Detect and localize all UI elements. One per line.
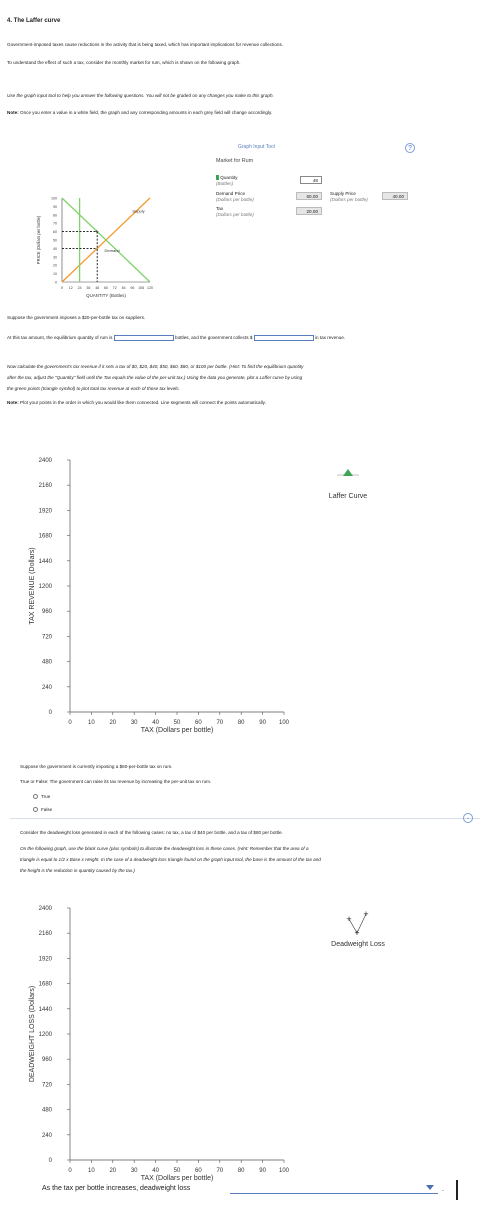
- supply-label: Supply: [132, 208, 145, 214]
- y-axis-label: PRICE (Dollars per bottle): [36, 215, 41, 265]
- section-divider: [10, 818, 480, 819]
- y-tick-label: 1680: [38, 533, 52, 540]
- y-tick-label: 30: [53, 255, 57, 260]
- y-axis-label: DEADWEIGHT LOSS (Dollars): [29, 985, 36, 1083]
- y-tick-label: 2160: [38, 483, 52, 490]
- q3-suppose: Suppose the government is currently imposing a $60-per-bottle tax on rum.: [20, 764, 173, 769]
- y-tick-label: 240: [41, 684, 52, 691]
- x-tick-label: 40: [152, 1168, 159, 1174]
- y-tick-label: 960: [41, 1057, 52, 1064]
- y-axis-label: TAX REVENUE (Dollars): [29, 547, 36, 625]
- tool-header: Graph Input Tool: [238, 144, 275, 150]
- demand-label: Demand: [104, 247, 120, 253]
- x-tick-label: 100: [278, 1168, 290, 1174]
- y-tick-label: 0: [48, 710, 52, 716]
- x-tick-label: 84: [121, 286, 126, 290]
- help-button[interactable]: ?: [405, 143, 415, 153]
- collapse-chevron-icon[interactable]: ⌄: [463, 813, 473, 823]
- option-true[interactable]: [33, 794, 50, 800]
- x-tick-label: 20: [109, 1168, 117, 1174]
- tax-label: Tax: [216, 206, 224, 211]
- radio-true[interactable]: [33, 794, 38, 799]
- y-tick-label: 10: [53, 272, 57, 277]
- option-true-label: True: [41, 794, 51, 799]
- x-tick-label: 0: [68, 720, 72, 726]
- y-tick-label: 240: [41, 1132, 52, 1139]
- x-tick-label: 60: [104, 286, 108, 290]
- tax-field: 20.00: [296, 207, 322, 215]
- x-tick-label: 0: [68, 1168, 72, 1174]
- q2-line-3: the green points (triangle symbol) to plot total tax revenue at each of those tax levels.: [7, 386, 180, 391]
- q4-line-3: the height is the reduction in quantity caused by the tax.): [20, 868, 135, 873]
- x-tick-label: 90: [259, 720, 266, 726]
- y-tick-label: 80: [53, 213, 57, 218]
- green-triangle-icon: [343, 469, 353, 476]
- x-tick-label: 70: [216, 1168, 224, 1174]
- quantity-field[interactable]: 48: [300, 176, 322, 184]
- dropdown-arrow-icon: [426, 1185, 434, 1190]
- q2-line-1: Now calculate the government's tax revenue if it sets a tax of $0, $20, $40, $50, $60, $80, or $100 per bottle. (Hint: To find the equilibrium quantity: [7, 364, 304, 369]
- x-axis-label: TAX (Dollars per bottle): [140, 1175, 214, 1182]
- quantity-label: Quantity: [220, 175, 238, 180]
- final-period: .: [442, 1186, 444, 1193]
- demand-price-label-wrap: [216, 191, 254, 203]
- scrollbar-handle[interactable]: [456, 1180, 458, 1200]
- x-tick-label: 0: [61, 286, 63, 290]
- note-label: Note:: [7, 110, 19, 115]
- q4-line-1: On the following graph, use the black curve (plus symbols) to illustrate the deadweight loss in these cases. (Hint: Remember that the area of a: [20, 846, 309, 851]
- x-tick-label: 100: [278, 720, 290, 726]
- y-tick-label: 1920: [38, 508, 52, 515]
- tax-label-wrap: [216, 206, 254, 218]
- y-tick-label: 40: [53, 246, 57, 251]
- q1-sentence: [7, 335, 477, 341]
- x-axis-label: QUANTITY (Bottles): [86, 293, 126, 298]
- supply-price-label-wrap: [330, 191, 368, 203]
- deadweight-loss-legend-label: Deadweight Loss: [331, 941, 385, 948]
- radio-false[interactable]: [33, 807, 38, 812]
- x-tick-label: 20: [109, 720, 117, 726]
- quantity-unit: (Bottles): [216, 181, 234, 186]
- x-tick-label: 24: [77, 286, 82, 290]
- x-tick-label: 80: [237, 720, 245, 726]
- x-tick-label: 90: [259, 1168, 266, 1174]
- y-tick-label: 1440: [38, 1006, 52, 1013]
- supply-price-unit: (Dollars per bottle): [330, 197, 368, 202]
- q1-part-a: At this tax amount, the equilibrium quantity of rum is: [7, 335, 113, 341]
- supply-price-label: Supply Price: [330, 191, 356, 196]
- laffer-curve-legend-label: Laffer Curve: [328, 493, 368, 500]
- intro-line-1: Government-imposed taxes cause reductions in the activity that is being taxed, which has important implications for revenue collections.: [7, 42, 284, 47]
- equilibrium-quantity-input[interactable]: [114, 335, 174, 341]
- black-plus-icon: +: [346, 914, 352, 924]
- y-tick-label: 100: [51, 196, 57, 201]
- quantity-label-wrap: [216, 175, 237, 187]
- q4-consider: Consider the deadweight loss generated in each of the following cases: no tax, a tax of $40 per bottle, and a tax of $80 per bottle.: [20, 830, 283, 835]
- x-tick-label: 80: [237, 1168, 245, 1174]
- option-false-label: False: [41, 807, 53, 812]
- x-tick-label: 96: [130, 286, 135, 290]
- demand-price-unit: (Dollars per bottle): [216, 197, 254, 202]
- intro-line-2: To understand the effect of such a tax, consider the monthly market for rum, which is shown on the following graph.: [7, 60, 241, 65]
- y-tick-label: 480: [41, 659, 52, 666]
- q1-suppose: Suppose the government imposes a $20-per-bottle tax on suppliers.: [7, 315, 146, 320]
- y-tick-label: 1920: [38, 956, 52, 963]
- supply-price-field: 40.00: [382, 192, 408, 200]
- graph-input-tool: [210, 144, 415, 217]
- y-tick-label: 480: [41, 1107, 52, 1114]
- x-tick-label: 30: [130, 1168, 138, 1174]
- y-tick-label: 0: [48, 1158, 52, 1164]
- x-tick-label: 40: [152, 720, 159, 726]
- q2-line-2: after the tax, adjust the "Quantity" field until the Tax equals the value of the per-unit tax.) Using the data you generate, plot a Laffer curve by using: [7, 375, 303, 380]
- tax-unit: (Dollars per bottle): [216, 212, 254, 217]
- q1-part-c: in tax revenue.: [314, 335, 346, 341]
- y-tick-label: 1440: [38, 558, 52, 565]
- demand-price-field: 60.00: [296, 192, 322, 200]
- x-tick-label: 10: [88, 1168, 95, 1174]
- laffer-curve-chart[interactable]: [0, 450, 480, 750]
- instructions-note: [7, 110, 477, 116]
- x-axis-label: TAX (Dollars per bottle): [140, 727, 214, 734]
- tax-revenue-input[interactable]: [254, 335, 314, 341]
- y-tick-label: 1680: [38, 981, 52, 988]
- option-false[interactable]: [33, 807, 52, 813]
- y-tick-label: 2400: [38, 458, 52, 464]
- note-text: Once you enter a value in a white field, the graph and any corresponding amounts in each grey field will change accordingly.: [20, 110, 273, 115]
- x-tick-label: 120: [147, 286, 153, 290]
- q3-statement: True or False: The government can raise its tax revenue by increasing the per-unit tax on rum.: [20, 779, 212, 784]
- market-graph[interactable]: [0, 160, 200, 320]
- final-sentence: As the tax per bottle increases, deadweight loss: [42, 1185, 191, 1192]
- x-tick-label: 60: [195, 1168, 202, 1174]
- black-plus-icon: +: [354, 928, 360, 938]
- x-tick-label: 48: [95, 286, 100, 290]
- deadweight-loss-dropdown[interactable]: [230, 1185, 438, 1194]
- x-tick-label: 50: [173, 1168, 181, 1174]
- instructions-line: Use the graph input tool to help you answer the following questions. You will not be graded on any changes you make to this graph.: [7, 93, 274, 98]
- q2-note-text: Plot your points in the order in which you would like them connected. Line segments will connect the points automatically.: [20, 400, 266, 405]
- market-title: Market for Rum: [216, 158, 254, 164]
- demand-price-label: Demand Price: [216, 191, 246, 196]
- y-tick-label: 70: [53, 221, 57, 226]
- x-tick-label: 30: [130, 720, 138, 726]
- y-tick-label: 1200: [38, 584, 52, 590]
- quantity-marker-icon: [216, 175, 219, 180]
- x-tick-label: 72: [112, 286, 117, 290]
- question-title: 4. The Laffer curve: [7, 18, 61, 24]
- x-tick-label: 108: [138, 286, 145, 290]
- y-tick-label: 20: [53, 263, 57, 268]
- x-tick-label: 12: [68, 286, 73, 290]
- x-tick-label: 50: [173, 720, 181, 726]
- y-tick-label: 90: [53, 204, 57, 209]
- q4-line-2: triangle is equal to 1/2 x Base x Height. In the case of a deadweight loss triangle found on the graph input tool, the base is the amount of the tax and: [20, 857, 321, 862]
- q2-note-label: Note:: [7, 400, 19, 405]
- x-tick-label: 36: [86, 286, 91, 290]
- deadweight-loss-chart[interactable]: [0, 898, 480, 1182]
- y-tick-label: 0: [55, 280, 57, 285]
- y-tick-label: 2160: [38, 931, 52, 938]
- quantity-marker-icon: +: [94, 229, 99, 237]
- y-tick-label: 720: [41, 1082, 52, 1089]
- y-tick-label: 50: [53, 238, 57, 243]
- q1-part-b: bottles, and the government collects $: [175, 335, 253, 341]
- y-tick-label: 2400: [38, 906, 52, 912]
- y-tick-label: 720: [41, 634, 52, 641]
- black-plus-icon: +: [363, 909, 369, 919]
- x-tick-label: 60: [195, 720, 202, 726]
- x-tick-label: 70: [216, 720, 224, 726]
- x-tick-label: 10: [88, 720, 95, 726]
- y-tick-label: 960: [41, 609, 52, 616]
- y-tick-label: 1200: [38, 1032, 52, 1038]
- q2-note: [7, 400, 477, 406]
- y-tick-label: 60: [53, 230, 57, 235]
